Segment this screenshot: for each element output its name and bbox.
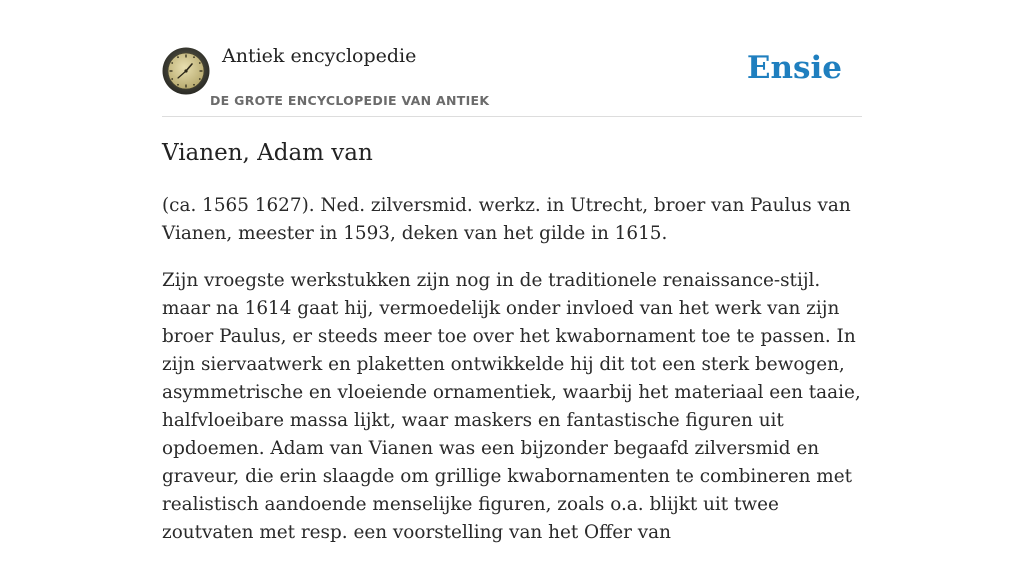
article-paragraph: Zijn vroegste werkstukken zijn nog in de traditionele renaissance-stijl. maar na 1614 gaat hij, vermoedelijk onder invloed van het werk van zijn broer Paulus, er steeds meer toe over het kwabornament toe te passen. In zijn siervaatwerk en plaketten ontwikkelde hij dit tot een sterk bewogen, asymmetrische en vloeiende ornamentiek, waarbij het materiaal een taaie, halfvloeibare massa lijkt, waar maskers en fantastische figuren uit opdoemen. Adam van Vianen was een bijzonder begaafd zilversmid en graveur, die erin slaagde om grillige kwabornamenten te combineren met realistisch aandoende menselijke figuren, zoals o.a. blijkt uit twee zoutvaten met resp. een voorstelling van het Offer van [162, 270, 861, 543]
article-body [162, 192, 862, 566]
site-title[interactable]: Antiek encyclopedie [222, 45, 417, 67]
site-subtitle: DE GROTE ENCYCLOPEDIE VAN ANTIEK [210, 93, 490, 108]
brand-logo-link[interactable]: Ensie [746, 50, 842, 86]
article-paragraph: (ca. 1565 1627). Ned. zilversmid. werkz. in Utrecht, broer van Paulus van Vianen, meester in 1593, deken van het gilde in 1615. [162, 195, 851, 244]
article-title: Vianen, Adam van [162, 140, 373, 166]
site-header [162, 0, 862, 117]
antique-clock-icon[interactable] [162, 47, 210, 95]
